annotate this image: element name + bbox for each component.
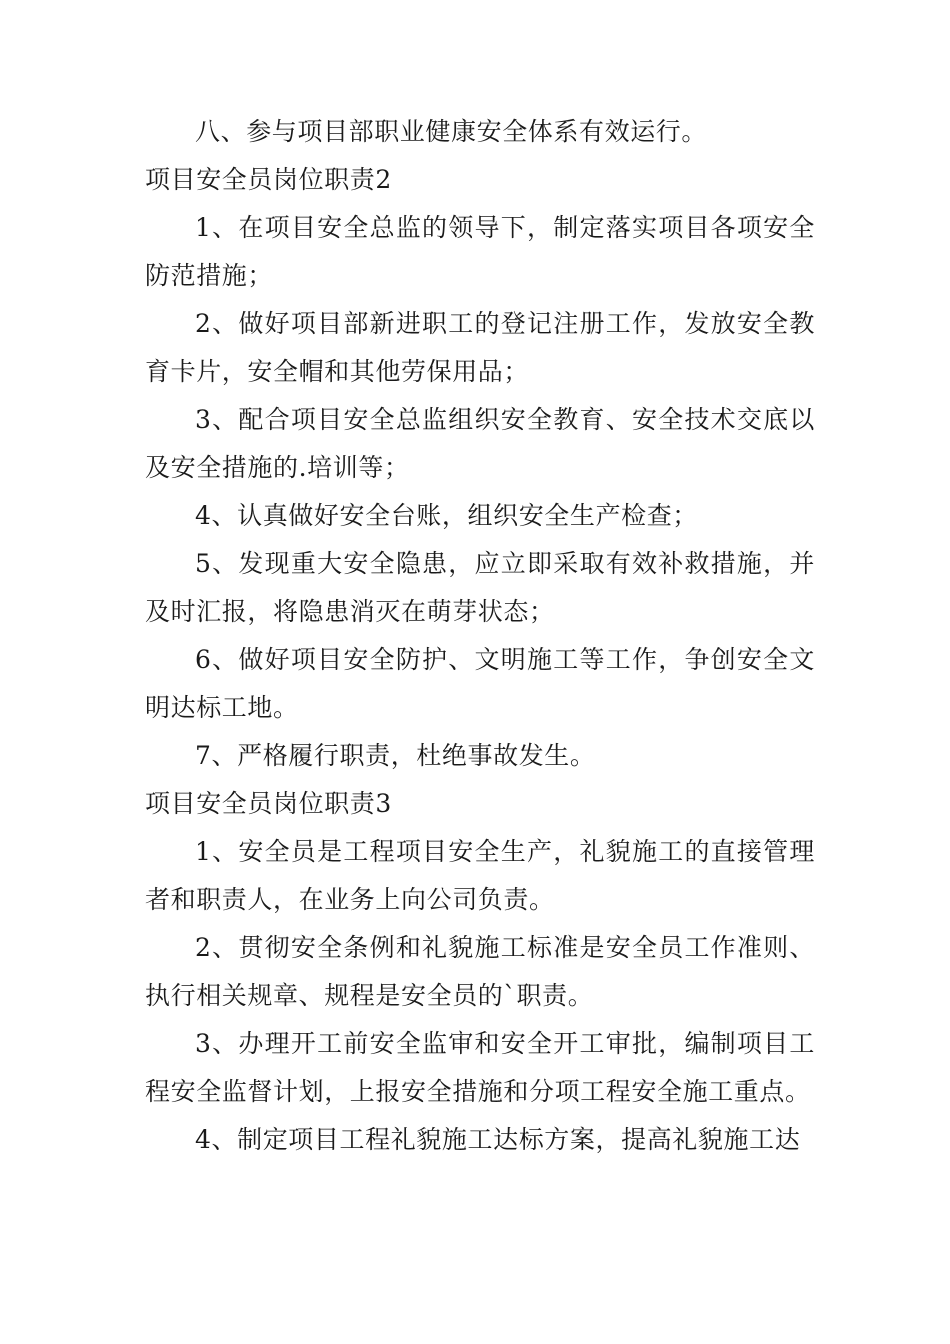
document-body — [145, 108, 815, 1164]
paragraph: 1、在项目安全总监的领导下，制定落实项目各项安全防范措施； — [145, 213, 815, 290]
section-heading: 项目安全员岗位职责2 — [145, 165, 392, 194]
paragraph: 5、发现重大安全隐患，应立即采取有效补救措施，并及时汇报，将隐患消灭在萌芽状态； — [145, 549, 815, 626]
paragraph: 2、做好项目部新进职工的登记注册工作，发放安全教育卡片，安全帽和其他劳保用品； — [145, 309, 815, 386]
paragraph: 7、严格履行职责，杜绝事故发生。 — [195, 741, 596, 770]
paragraph: 3、配合项目安全总监组织安全教育、安全技术交底以及安全措施的.培训等； — [145, 405, 815, 482]
paragraph: 4、认真做好安全台账，组织安全生产检查； — [195, 501, 698, 530]
paragraph: 1、安全员是工程项目安全生产，礼貌施工的直接管理者和职责人，在业务上向公司负责。 — [145, 837, 815, 914]
section-heading: 项目安全员岗位职责3 — [145, 789, 392, 818]
paragraph: 4、制定项目工程礼貌施工达标方案，提高礼貌施工达 — [195, 1125, 801, 1154]
paragraph: 八、参与项目部职业健康安全体系有效运行。 — [195, 117, 708, 146]
paragraph: 6、做好项目安全防护、文明施工等工作，争创安全文明达标工地。 — [145, 645, 815, 722]
paragraph: 2、贯彻安全条例和礼貌施工标准是安全员工作准则、执行相关规章、规程是安全员的`职责。 — [145, 933, 815, 1010]
paragraph: 3、办理开工前安全监审和安全开工审批，编制项目工程安全监督计划，上报安全措施和分项工程安全施工重点。 — [145, 1029, 815, 1106]
